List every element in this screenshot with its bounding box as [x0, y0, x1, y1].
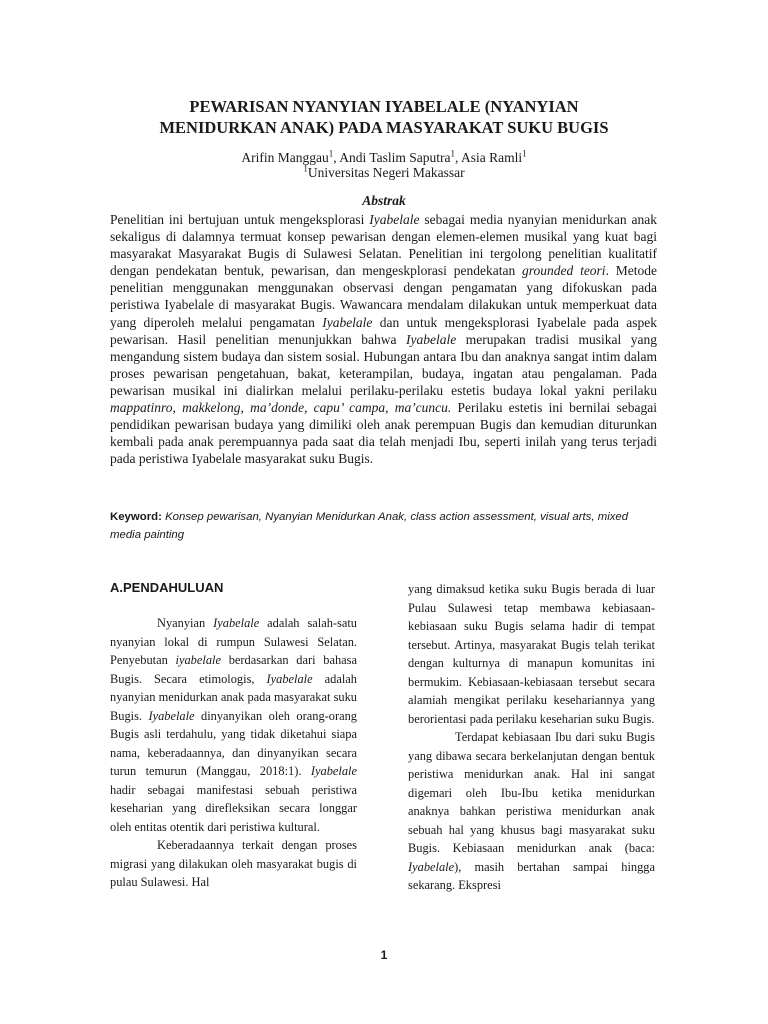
keywords: [110, 508, 657, 544]
abstract-italic-term: grounded teori: [522, 263, 606, 279]
italic-term: Iyabelale: [213, 616, 260, 630]
paper-title: [100, 96, 668, 138]
abstract-heading: Abstrak: [362, 193, 406, 208]
paragraph: Keberadaannya terkait dengan proses migrasi yang dilakukan oleh masyarakat bugis di pulau Sulawesi. Hal: [110, 838, 357, 889]
author-name: , Andi Taslim Saputra: [333, 150, 451, 165]
abstract-text: dan untuk mengeksplorasi Iyabelale pada aspek pewarisan. Hasil penelitian menunjukkan bahwa: [110, 314, 657, 347]
title-line-2: MENIDURKAN ANAK) PADA MASYARAKAT SUKU BUGIS: [159, 118, 609, 137]
italic-term: Iyabelale: [310, 764, 357, 778]
author-name: Arifin Manggau: [241, 150, 329, 165]
paragraph: yang dimaksud ketika suku Bugis berada di luar Pulau Sulawesi tetap membawa kebiasaan-kebiasaan suku Bugis selama hadir di tempat tersebut. Artinya, masyarakat Bugis telah terikat dengan kulturnya di manapun komunitas ini bermukim. Kebiasaan-kebiasaan tersebut secara alamiah mengikat perilaku kesehariannya yang berorientasi pada perilaku keseharian suku Bugis.: [408, 582, 655, 726]
abstract-body: [110, 211, 657, 467]
section-heading: A.PENDAHULUAN: [110, 580, 224, 595]
paragraph-text: dinyanyikan oleh orang-orang Bugis asli terdahulu, yang tidak diketahui siapa nama, keberadaannya, dan dinyanyikan secara turun temurun (Manggau, 2018:1).: [110, 708, 357, 778]
abstract-text: . Metode penelitian menggunakan menggunakan observasi dengan pengamatan yang difokuskan pada peristiwa Iyabelale di masyarakat Bugis. Wawancara mendalam dilakukan untuk memperkuat data yang diperoleh melalui pengamatan: [110, 263, 657, 330]
abstract-text: Penelitian ini bertujuan untuk mengeksplorasi: [110, 212, 370, 227]
author-name: , Asia Ramli: [455, 150, 523, 165]
paragraph-text: berdasarkan dari bahasa Bugis. Secara etimologis,: [110, 653, 357, 686]
paragraph-text: adalah nyanyian menidurkan anak pada masyarakat suku Bugis.: [110, 671, 357, 723]
right-column: [408, 580, 655, 895]
paragraph-text: Nyanyian: [157, 616, 214, 630]
abstract-italic-term: Iyabelale: [406, 331, 457, 347]
page-number: 1: [380, 948, 388, 962]
author-list: [100, 150, 668, 166]
abstract-italic-term: Iyabelale: [369, 212, 420, 227]
paragraph: [408, 728, 655, 895]
paragraph-text: ), masih bertahan sampai hingga sekarang. Ekspresi: [408, 859, 655, 892]
paragraph-text: Terdapat kebiasaan Ibu dari suku Bugis yang dibawa secara berkelanjutan dengan bentuk peristiwa menidurkan anak. Hal ini sangat digemari oleh Ibu-Ibu ketika menidurkan anaknya bahkan peristiwa menidurkan anak sebuah hal yang khusus bagi masyarakat suku Bugis. Kebiasaan menidurkan anak (baca:: [408, 730, 655, 855]
abstract-italic-term: Iyabelale: [322, 314, 373, 330]
title-line-1: PEWARISAN NYANYIAN IYABELALE (NYANYIAN: [189, 97, 579, 116]
paragraph-text: adalah salah-satu nyanyian lokal di rumpun Sulawesi Selatan. Penyebutan: [110, 616, 357, 667]
author-affiliation-mark: 1: [522, 148, 527, 159]
left-column: [110, 580, 357, 892]
italic-term: Iyabelale: [148, 708, 195, 723]
abstract-text: merupakan tradisi musikal yang mengandung sistem budaya dan sistem sosial. Hubungan antara Ibu dan anaknya sangat intim dalam proses pewarisan pengetahuan, bakat, keterampilan, budaya, ingatan atau pengalaman. Pada pewarisan musikal ini dialirkan melalui perilaku-perilaku estetis budaya lokal yakni perilaku: [110, 331, 657, 398]
affiliation: [100, 165, 668, 181]
affiliation-text: Universitas Negeri Makassar: [307, 165, 465, 180]
affiliation-mark: 1: [303, 163, 308, 174]
author-affiliation-mark: 1: [450, 148, 456, 159]
keyword-text: Konsep pewarisan, Nyanyian Menidurkan Anak, class action assessment, visual arts, mixed media painting: [110, 511, 629, 541]
italic-term: Iyabelale: [408, 859, 455, 874]
abstract-italic-term: mappatinro, makkelong, ma’donde, capu’ campa, ma’cuncu.: [110, 400, 452, 416]
italic-term: iyabelale: [175, 653, 221, 667]
abstract-text: sebagai media nyanyian menidurkan anak sekaligus di dalamnya termuat konsep pewarisan dengan elemen-elemen musikal yang kuat bagi masyarakat Masyarakat Bugis di Sulawesi Selatan. Penelitian ini tergolong penelitian kualitatif dengan pendekatan bentuk, pewarisan, dan mengeskplorasi pendekatan: [110, 212, 658, 279]
author-affiliation-mark: 1: [328, 148, 334, 159]
italic-term: Iyabelale: [266, 671, 313, 686]
paragraph-text: hadir sebagai manifestasi sebuah peristiwa keseharian yang direfleksikan secara longgar oleh entitas otentik dari peristiwa kultural.: [110, 782, 357, 834]
abstract-text: Perilaku estetis ini bernilai sebagai pendidikan pewarisan budaya yang dimiliki oleh anak perempuan Bugis dan kemudian diturunkan kembali pada anak perempuannya pada saat dia telah menjadi Ibu, seperti inilah yang terus terjadi pada peristiwa Iyabelale masyarakat suku Bugis.: [110, 400, 657, 467]
keyword-label: Keyword:: [110, 511, 162, 523]
paragraph: [110, 614, 357, 836]
